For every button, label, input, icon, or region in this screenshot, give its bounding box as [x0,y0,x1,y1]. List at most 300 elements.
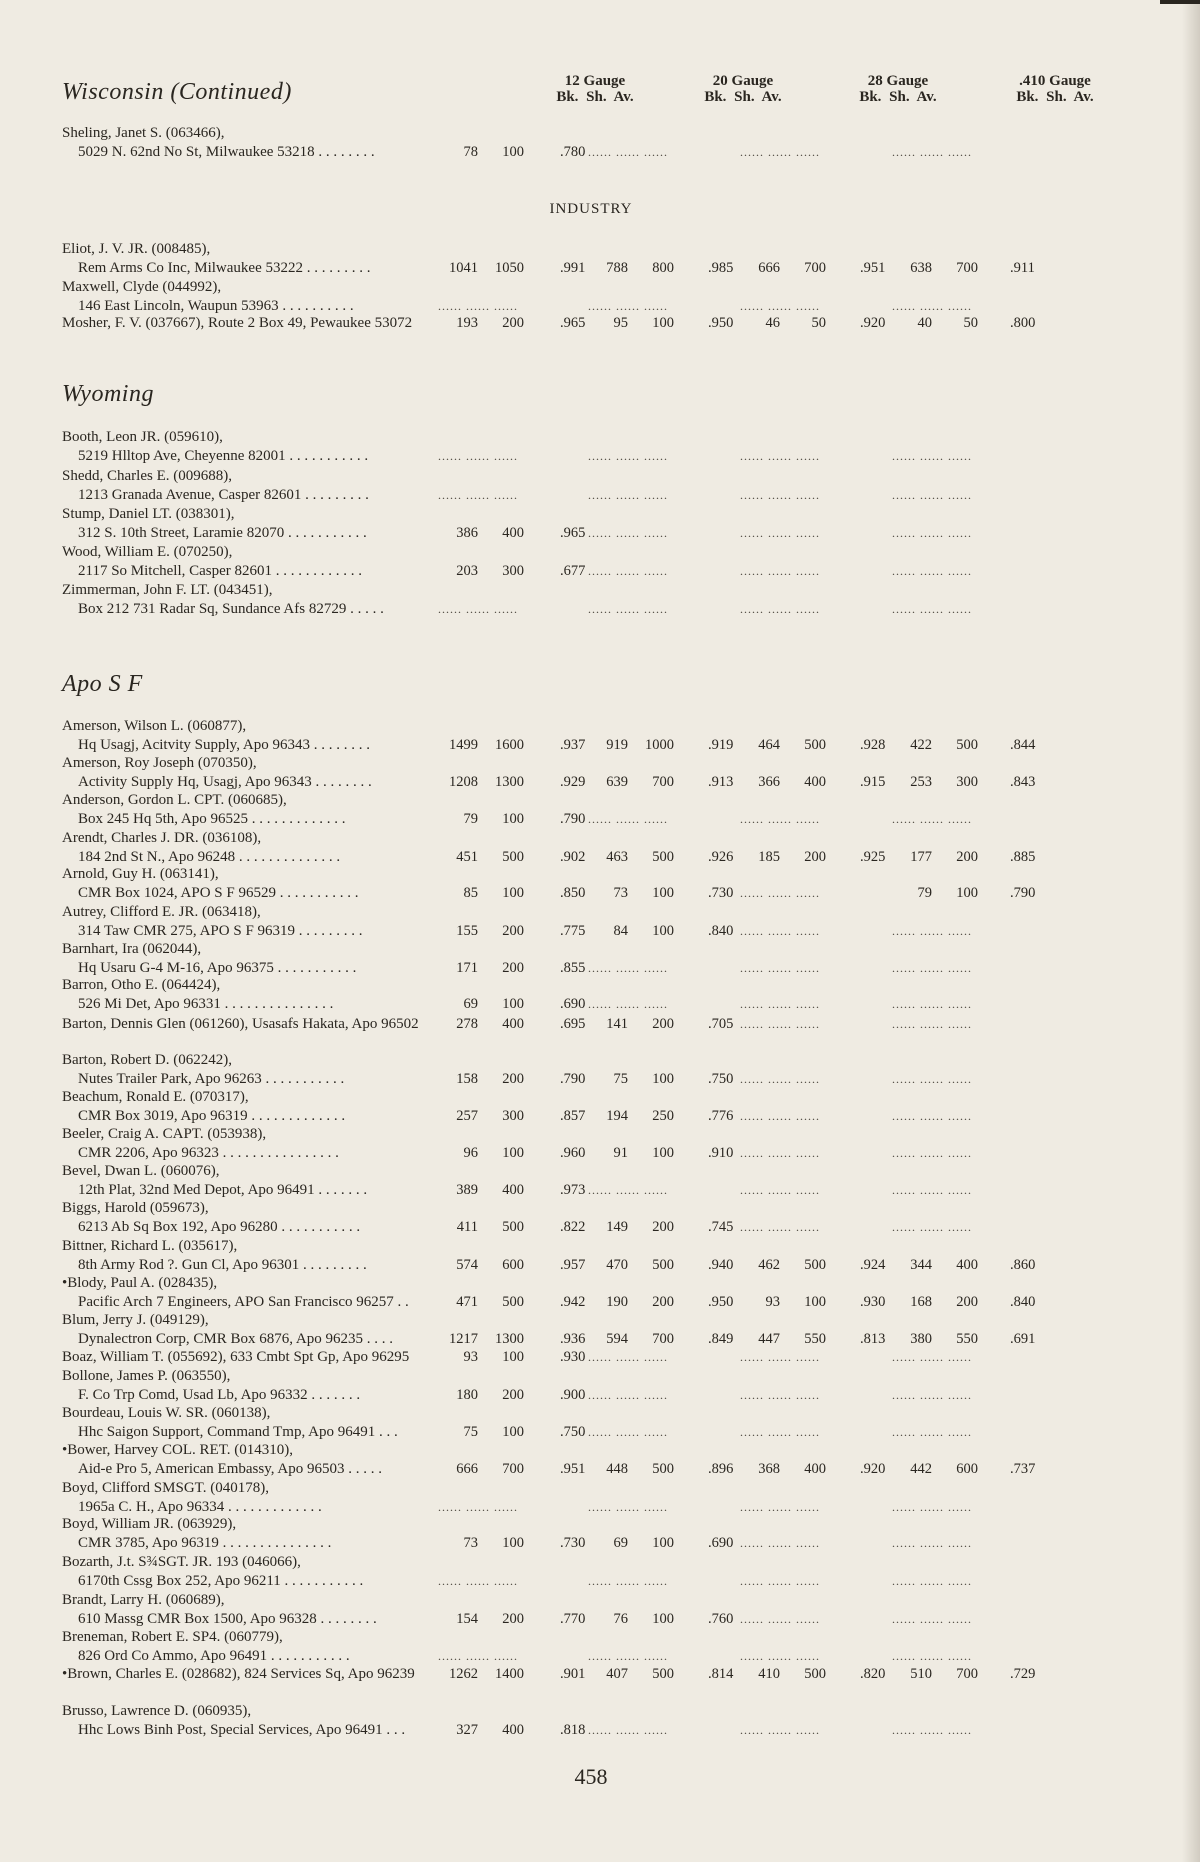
score-blank: ...... ...... ...... [892,1612,972,1626]
score-broken: 203 [456,563,478,579]
score-shot: 700 [956,260,978,276]
member-name: Zimmerman, John F. LT. (043451), [62,582,273,598]
score-shot: 100 [502,811,524,827]
score-broken: 1041 [449,260,478,276]
score-blank: ...... ...... ...... [588,1350,668,1364]
score-blank: ...... ...... ...... [892,1109,972,1123]
member-address: Hq Usagj, Acitvity Supply, Apo 96343 . . . . . . . . 1499 1600 .937 919 1000 .919 464 500 .928 422 500 .844 [62,736,1122,755]
list-item [62,1051,1122,1089]
score-blank: ...... ...... ...... [740,1536,820,1550]
score-shot: 200 [502,315,524,331]
score-shot: 200 [502,923,524,939]
score-average: .957 [560,1257,586,1273]
list-item [62,124,1122,162]
list-item [62,754,1122,792]
list-item [62,1404,1122,1442]
member-name: Barton, Dennis Glen (061260), Usasafs Hakata, Apo 96502 278 400 .695 141 200 .705 ...... ...... ...... ...... ...... ...... [62,1016,972,1032]
score-average: .790 [560,811,586,827]
score-blank: ...... ...... ...... [740,1017,820,1031]
list-item [62,940,1122,978]
score-blank: ...... ...... ...... [892,449,972,463]
score-average: .691 [1010,1331,1036,1347]
score-shot: 400 [804,1461,826,1477]
member-name: Stump, Daniel LT. (038301), [62,506,235,522]
score-shot: 600 [502,1257,524,1273]
score-shot: 100 [502,1145,524,1161]
score-shot: 100 [502,1424,524,1440]
member-name: •Bower, Harvey COL. RET. (014310), [62,1442,293,1458]
score-average: .920 [860,315,886,331]
section-title: Wyoming [62,381,154,407]
score-average: .985 [708,260,734,276]
member-name: Autrey, Clifford E. JR. (063418), [62,904,261,920]
score-average: .770 [560,1611,586,1627]
score-shot: 200 [502,1071,524,1087]
score-broken: 253 [910,774,932,790]
score-broken: 168 [910,1294,932,1310]
score-blank: ...... ...... ...... [892,1500,972,1514]
member-name: Beachum, Ronald E. (070317), [62,1089,249,1105]
score-shot: 1000 [645,737,674,753]
score-blank: ...... ...... ...... [438,602,518,616]
score-shot: 400 [502,525,524,541]
score-blank: ...... ...... ...... [438,488,518,502]
list-item [62,1441,1122,1479]
score-broken: 389 [456,1182,478,1198]
score-shot: 700 [652,774,674,790]
score-blank: ...... ...... ...... [740,886,820,900]
score-blank: ...... ...... ...... [740,961,820,975]
score-blank: ...... ...... ...... [588,1425,668,1439]
list-item [62,1665,1122,1684]
list-item [62,1628,1122,1666]
score-broken: 93 [765,1294,780,1310]
score-average: .857 [560,1108,586,1124]
score-shot: 400 [502,1182,524,1198]
score-shot: 500 [804,737,826,753]
score-broken: 411 [456,1219,478,1235]
score-blank: ...... ...... ...... [740,1072,820,1086]
gauge-name: .410 Gauge [1019,73,1091,89]
member-name: Maxwell, Clyde (044992), [62,279,222,295]
score-broken: 154 [456,1611,478,1627]
member-address: Activity Supply Hq, Usagj, Apo 96343 . . . . . . . . 1208 1300 .929 639 700 .913 366 400 .915 253 300 .843 [62,773,1122,792]
score-broken: 158 [456,1071,478,1087]
member-name: Bittner, Richard L. (035617), [62,1238,238,1254]
member-address: 146 East Lincoln, Waupun 53963 . . . . . . . . . . ...... ...... ...... ...... ...... ...... ...... ...... ...... ...... ...... ...... [78,298,972,314]
member-name: Brandt, Larry H. (060689), [62,1592,225,1608]
score-broken: 447 [758,1331,780,1347]
score-average: .991 [560,260,586,276]
list-item [62,1015,1122,1034]
score-broken: 327 [456,1722,478,1738]
score-shot: 500 [502,849,524,865]
list-item [62,717,1122,755]
member-address: 5219 Hlltop Ave, Cheyenne 82001 . . . . . . . . . . . ...... ...... ...... ...... ...... ...... ...... ...... ...... ...... ...... ...... [78,448,972,464]
member-address: CMR 2206, Apo 96323 . . . . . . . . . . . . . . . . 96 100 .960 91 100 .910 ...... ...... ...... ...... ...... ...... [78,1145,972,1161]
page-edge-mark [1160,0,1200,4]
score-broken: 278 [456,1016,478,1032]
score-shot: 200 [652,1016,674,1032]
score-blank: ...... ...... ...... [588,145,668,159]
member-name: Breneman, Robert E. SP4. (060779), [62,1629,283,1645]
score-average: .942 [560,1294,586,1310]
score-shot: 100 [804,1294,826,1310]
score-broken: 91 [613,1145,628,1161]
score-blank: ...... ...... ...... [892,526,972,540]
score-average: .729 [1010,1666,1036,1682]
score-average: .843 [1010,774,1036,790]
score-average: .965 [560,525,586,541]
score-shot: 500 [804,1666,826,1682]
score-shot: 200 [502,960,524,976]
member-name: Shedd, Charles E. (009688), [62,468,232,484]
score-average: .937 [560,737,586,753]
member-address: 5029 N. 62nd No St, Milwaukee 53218 . . . . . . . . 78 100 .780 ...... ...... ...... ...... ...... ...... ...... ...... ...... [78,144,972,160]
list-item [62,1515,1122,1553]
member-name: Bevel, Dwan L. (060076), [62,1163,220,1179]
score-blank: ...... ...... ...... [740,1500,820,1514]
score-average: .790 [1010,885,1036,901]
score-blank: ...... ...... ...... [740,1425,820,1439]
member-name: Barnhart, Ira (062044), [62,941,202,957]
score-shot: 100 [502,996,524,1012]
score-average: .926 [708,849,734,865]
score-shot: 200 [502,1611,524,1627]
score-blank: ...... ...... ...... [740,1612,820,1626]
score-shot: 1300 [495,1331,524,1347]
section-title: Wisconsin (Continued) [62,79,292,105]
list-item [62,1591,1122,1629]
score-shot: 400 [502,1722,524,1738]
member-name: Bollone, James P. (063550), [62,1368,231,1384]
score-blank: ...... ...... ...... [740,1723,820,1737]
score-shot: 500 [652,1257,674,1273]
score-shot: 50 [811,315,826,331]
member-address: Box 212 731 Radar Sq, Sundance Afs 82729 . . . . . ...... ...... ...... ...... ...... ...... ...... ...... ...... ...... ...... ...... [78,601,972,617]
score-shot: 200 [956,849,978,865]
score-shot: 500 [804,1257,826,1273]
member-name: Amerson, Roy Joseph (070350), [62,755,257,771]
score-blank: ...... ...... ...... [438,1649,518,1663]
score-shot: 1300 [495,774,524,790]
score-shot: 100 [652,315,674,331]
score-average: .896 [708,1461,734,1477]
score-broken: 73 [613,885,628,901]
gauge-name: 28 Gauge [867,73,929,89]
member-name: Barton, Robert D. (062242), [62,1052,232,1068]
score-blank: ...... ...... ...... [588,1183,668,1197]
score-blank: ...... ...... ...... [740,449,820,463]
score-broken: 422 [910,737,932,753]
gauge-header-28 [848,73,948,105]
gauge-columns: Bk. Sh. Av. [556,89,634,105]
score-average: .965 [560,315,586,331]
score-blank: ...... ...... ...... [892,602,972,616]
score-shot: 100 [652,923,674,939]
score-average: .885 [1010,849,1036,865]
score-blank: ...... ...... ...... [588,812,668,826]
member-name: Boaz, William T. (055692), 633 Cmbt Spt Gp, Apo 96295 93 100 .930 ...... ...... ...... ...... ...... ...... ...... ...... ...... [62,1349,972,1365]
list-item [62,1479,1122,1517]
score-average: .737 [1010,1461,1036,1477]
list-item [62,467,1122,505]
score-average: .695 [560,1016,586,1032]
score-broken: 75 [613,1071,628,1087]
score-shot: 500 [652,1666,674,1682]
subsection-title: INDUSTRY [549,201,633,217]
member-address: CMR Box 3019, Apo 96319 . . . . . . . . . . . . . 257 300 .857 194 250 .776 ...... ...... ...... ...... ...... ...... [78,1108,972,1124]
score-shot: 200 [652,1294,674,1310]
score-shot: 200 [502,1387,524,1403]
score-shot: 250 [652,1108,674,1124]
score-blank: ...... ...... ...... [892,1649,972,1663]
score-blank: ...... ...... ...... [588,299,668,313]
score-blank: ...... ...... ...... [892,488,972,502]
score-shot: 500 [502,1294,524,1310]
score-broken: 366 [758,774,780,790]
score-broken: 46 [765,315,780,331]
score-broken: 75 [463,1424,478,1440]
member-address: Pacific Arch 7 Engineers, APO San Francisco 96257 . . 471 500 .942 190 200 .950 93 100 .930 168 200 .840 [62,1293,1122,1312]
score-shot: 50 [963,315,978,331]
list-item [62,581,1122,619]
score-broken: 470 [606,1257,628,1273]
score-average: .677 [560,563,586,579]
score-broken: 79 [917,885,932,901]
score-blank: ...... ...... ...... [438,449,518,463]
section-title: Apo S F [62,671,143,697]
member-name: Boyd, Clifford SMSGT. (040178), [62,1480,269,1496]
member-name: Brusso, Lawrence D. (060935), [62,1703,252,1719]
score-blank: ...... ...... ...... [740,1109,820,1123]
score-blank: ...... ...... ...... [892,1574,972,1588]
score-broken: 76 [613,1611,628,1627]
score-average: .813 [860,1331,886,1347]
member-address: Hq Usaru G-4 M-16, Apo 96375 . . . . . . . . . . . 171 200 .855 ...... ...... ...... ...... ...... ...... ...... ...... ...... [78,960,972,976]
score-broken: 84 [613,923,628,939]
member-name: Boyd, William JR. (063929), [62,1516,237,1532]
score-shot: 700 [804,260,826,276]
gauge-columns: Bk. Sh. Av. [1016,89,1094,105]
member-address: 12th Plat, 32nd Med Depot, Apo 96491 . . . . . . . 389 400 .973 ...... ...... ...... ...... ...... ...... ...... ...... ...... [78,1182,972,1198]
score-blank: ...... ...... ...... [588,1723,668,1737]
list-item [62,791,1122,829]
score-blank: ...... ...... ...... [740,812,820,826]
score-average: .820 [860,1666,886,1682]
score-broken: 1499 [449,737,478,753]
score-blank: ...... ...... ...... [588,1500,668,1514]
member-address: Aid-e Pro 5, American Embassy, Apo 96503 . . . . . 666 700 .951 448 500 .896 368 400 .920 442 600 .737 [62,1460,1122,1479]
score-average: .750 [708,1071,734,1087]
score-shot: 300 [502,1108,524,1124]
score-shot: 700 [652,1331,674,1347]
list-item [62,1237,1122,1275]
list-item [62,428,1122,466]
score-blank: ...... ...... ...... [740,1146,820,1160]
score-broken: 462 [758,1257,780,1273]
score-broken: 594 [606,1331,628,1347]
score-average: .925 [860,849,886,865]
score-average: .745 [708,1219,734,1235]
score-shot: 100 [502,1535,524,1551]
score-blank: ...... ...... ...... [892,1350,972,1364]
score-broken: 386 [456,525,478,541]
score-average: .928 [860,737,886,753]
member-address: Box 245 Hq 5th, Apo 96525 . . . . . . . . . . . . . 79 100 .790 ...... ...... ...... ...... ...... ...... ...... ...... ...... [78,811,972,827]
score-broken: 257 [456,1108,478,1124]
member-name: Amerson, Wilson L. (060877), [62,718,247,734]
score-broken: 40 [917,315,932,331]
score-shot: 1050 [495,260,524,276]
page-edge-shadow [1182,0,1200,1862]
score-broken: 344 [910,1257,932,1273]
member-name: Wood, William E. (070250), [62,544,233,560]
list-item [62,1553,1122,1591]
score-average: .800 [1010,315,1036,331]
list-item [62,1367,1122,1405]
score-average: .760 [708,1611,734,1627]
member-address: Hhc Saigon Support, Command Tmp, Apo 96491 . . . 75 100 .750 ...... ...... ...... ...... ...... ...... ...... ...... ...... [78,1424,972,1440]
score-blank: ...... ...... ...... [892,812,972,826]
score-shot: 400 [502,1016,524,1032]
score-blank: ...... ...... ...... [740,1649,820,1663]
score-blank: ...... ...... ...... [892,564,972,578]
score-blank: ...... ...... ...... [892,1425,972,1439]
score-broken: 410 [758,1666,780,1682]
member-name: Bourdeau, Louis W. SR. (060138), [62,1405,271,1421]
score-shot: 1400 [495,1666,524,1682]
member-name: Booth, Leon JR. (059610), [62,429,223,445]
score-shot: 300 [502,563,524,579]
score-average: .950 [708,315,734,331]
score-broken: 95 [613,315,628,331]
score-average: .924 [860,1257,886,1273]
score-blank: ...... ...... ...... [740,1350,820,1364]
score-broken: 463 [606,849,628,865]
score-blank: ...... ...... ...... [588,961,668,975]
score-average: .960 [560,1145,586,1161]
member-address: 826 Ord Co Ammo, Apo 96491 . . . . . . . . . . . ...... ...... ...... ...... ...... ...... ...... ...... ...... ...... ...... ...... [78,1648,972,1664]
member-name: •Brown, Charles E. (028682), 824 Services Sq, Apo 96239 1262 1400 .901 407 500 .814 410 500 .820 510 700 .729 [62,1665,1122,1684]
member-address: 8th Army Rod ?. Gun Cl, Apo 96301 . . . . . . . . . 574 600 .957 470 500 .940 462 500 .924 344 400 .860 [62,1256,1122,1275]
score-broken: 69 [613,1535,628,1551]
score-broken: 380 [910,1331,932,1347]
gauge-name: 20 Gauge [712,73,774,89]
score-broken: 448 [606,1461,628,1477]
score-blank: ...... ...... ...... [892,1183,972,1197]
score-shot: 100 [502,885,524,901]
score-broken: 194 [606,1108,628,1124]
score-shot: 100 [652,1071,674,1087]
score-shot: 600 [956,1461,978,1477]
score-broken: 180 [456,1387,478,1403]
score-blank: ...... ...... ...... [740,526,820,540]
list-item [62,278,1122,316]
member-name: Anderson, Gordon L. CPT. (060685), [62,792,287,808]
gauge-name: 12 Gauge [564,73,626,89]
score-broken: 510 [910,1666,932,1682]
member-address: 6170th Cssg Box 252, Apo 96211 . . . . . . . . . . . ...... ...... ...... ...... ...... ...... ...... ...... ...... ...... ...... ...... [78,1573,972,1589]
score-average: .940 [708,1257,734,1273]
score-average: .902 [560,849,586,865]
list-item [62,1311,1122,1349]
gauge-columns: Bk. Sh. Av. [704,89,782,105]
score-shot: 300 [956,774,978,790]
score-broken: 171 [456,960,478,976]
member-address: 2117 So Mitchell, Casper 82601 . . . . . . . . . . . . 203 300 .677 ...... ...... ...... ...... ...... ...... ...... ...... ...... [78,563,972,579]
member-address: 184 2nd St N., Apo 96248 . . . . . . . . . . . . . . 451 500 .902 463 500 .926 185 200 .925 177 200 .885 [62,848,1122,867]
score-shot: 100 [652,1145,674,1161]
member-address: Dynalectron Corp, CMR Box 6876, Apo 96235 . . . . 1217 1300 .936 594 700 .849 447 550 .813 380 550 .691 [62,1330,1122,1349]
score-broken: 638 [910,260,932,276]
score-blank: ...... ...... ...... [740,1388,820,1402]
score-average: .840 [708,923,734,939]
score-blank: ...... ...... ...... [588,449,668,463]
score-broken: 919 [606,737,628,753]
score-blank: ...... ...... ...... [892,1146,972,1160]
member-name: Beeler, Craig A. CAPT. (053938), [62,1126,267,1142]
score-shot: 800 [652,260,674,276]
score-shot: 400 [956,1257,978,1273]
score-blank: ...... ...... ...... [438,299,518,313]
score-average: .915 [860,774,886,790]
score-broken: 85 [463,885,478,901]
score-blank: ...... ...... ...... [892,1388,972,1402]
member-address: Rem Arms Co Inc, Milwaukee 53222 . . . . . . . . . 1041 1050 .991 788 800 .985 666 700 .951 638 700 .911 [62,259,1122,278]
member-address: CMR Box 1024, APO S F 96529 . . . . . . . . . . . 85 100 .850 73 100 .730 ...... ...... ...... 79 100 .790 [62,884,1122,903]
member-address: Hhc Lows Binh Post, Special Services, Apo 96491 . . . 327 400 .818 ...... ...... ...... ...... ...... ...... ...... ...... ...... [78,1722,972,1738]
gauge-header-410 [1000,73,1110,105]
score-broken: 471 [456,1294,478,1310]
list-item [62,1199,1122,1237]
score-blank: ...... ...... ...... [892,145,972,159]
score-shot: 500 [502,1219,524,1235]
member-address: 526 Mi Det, Apo 96331 . . . . . . . . . . . . . . . 69 100 .690 ...... ...... ...... ...... ...... ...... ...... ...... ...... [78,996,972,1012]
score-blank: ...... ...... ...... [740,1220,820,1234]
score-shot: 400 [804,774,826,790]
score-broken: 96 [463,1145,478,1161]
score-average: .913 [708,774,734,790]
score-broken: 190 [606,1294,628,1310]
member-name: Eliot, J. V. JR. (008485), [62,241,211,257]
score-average: .776 [708,1108,734,1124]
score-average: .951 [560,1461,586,1477]
gauge-columns: Bk. Sh. Av. [859,89,937,105]
score-blank: ...... ...... ...... [892,1220,972,1234]
score-broken: 442 [910,1461,932,1477]
score-broken: 574 [456,1257,478,1273]
score-blank: ...... ...... ...... [588,1574,668,1588]
score-average: .950 [708,1294,734,1310]
score-shot: 1600 [495,737,524,753]
member-address: Nutes Trailer Park, Apo 96263 . . . . . . . . . . . 158 200 .790 75 100 .750 ...... ...... ...... ...... ...... ...... [78,1071,972,1087]
score-shot: 100 [652,1535,674,1551]
score-broken: 1217 [449,1331,478,1347]
score-blank: ...... ...... ...... [588,564,668,578]
score-blank: ...... ...... ...... [892,299,972,313]
score-average: .900 [560,1387,586,1403]
score-broken: 78 [463,144,478,160]
gauge-header-20 [693,73,793,105]
score-average: .920 [860,1461,886,1477]
member-address: CMR 3785, Apo 96319 . . . . . . . . . . . . . . . 73 100 .730 69 100 .690 ...... ...... ...... ...... ...... ...... [78,1535,972,1551]
score-blank: ...... ...... ...... [892,997,972,1011]
score-average: .750 [560,1424,586,1440]
score-average: .973 [560,1182,586,1198]
score-shot: 200 [956,1294,978,1310]
score-blank: ...... ...... ...... [892,1017,972,1031]
